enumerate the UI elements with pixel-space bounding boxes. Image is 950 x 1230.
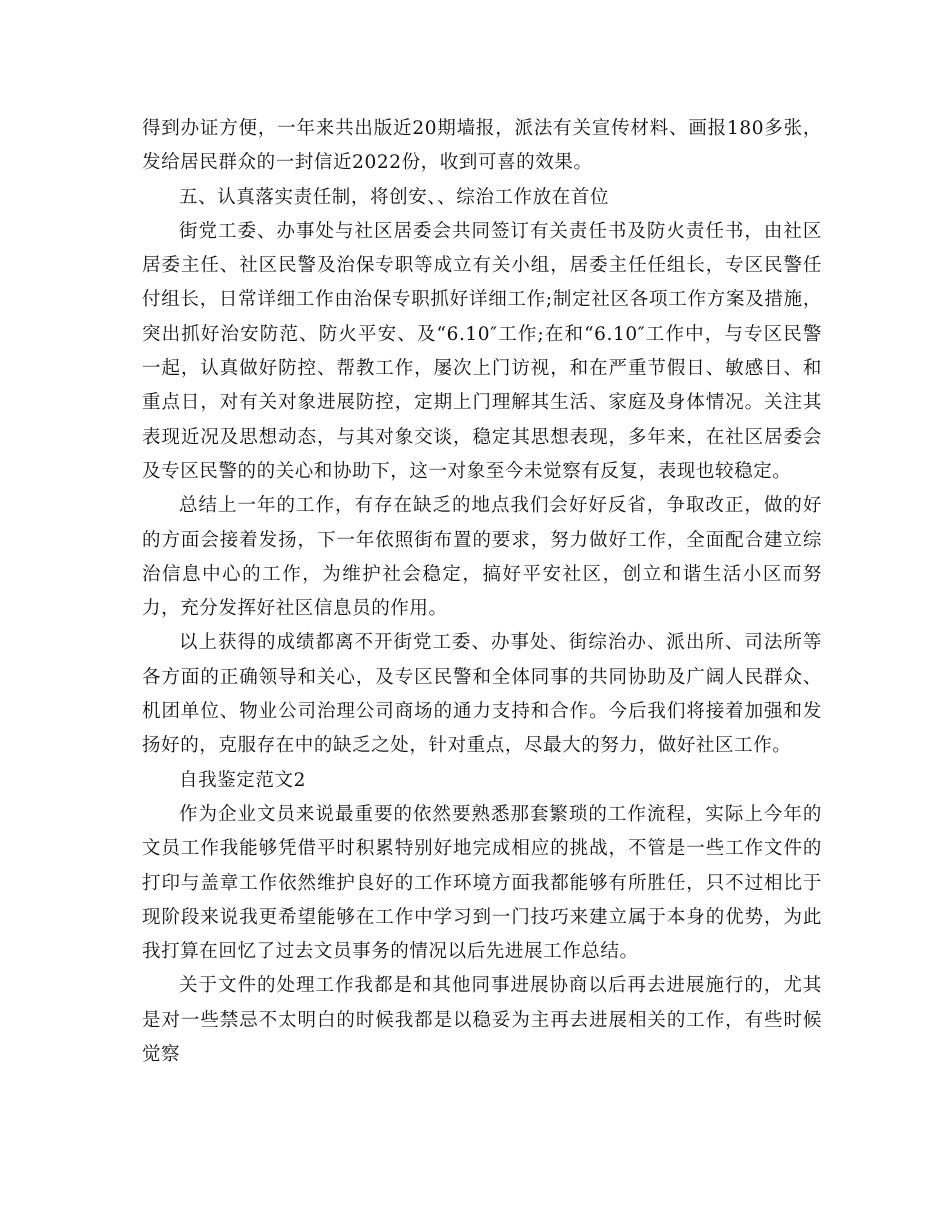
section-heading-five: 五、认真落实责任制，将创安、、综治工作放在首位: [179, 186, 610, 208]
document-body: [142, 112, 822, 1072]
paragraph-clerk-work: 作为企业文员来说最重要的依然要熟悉那套繁琐的工作流程，实际上今年的文员工作我能够凭借平时积累特别好地完成相应的挑战，不管是一些工作文件的打印与盖章工作依然维护良好的工作环境方面我都能够有所胜任，只不过相比于现阶段来说我更希望能够在工作中学习到一门技巧来建立属于本身的优势，为此我打算在回忆了过去文员事务的情况以后先进展工作总结。: [142, 803, 822, 963]
paragraph-responsibility: 街党工委、办事处与社区居委会共同签订有关责任书及防火责任书，由社区居委主任、社区民警及治保专职等成立有关小组，居委主任任组长，专区民警任付组长，日常详细工作由治保专职抓好详细工作;制定社区各项工作方案及措施，突出抓好治安防范、防火平安、及“6.10″工作;在和“6.10″工作中，与专区民警一起，认真做好防控、帮教工作，屡次上门访视，和在严重节假日、敏感日、和重点日，对有关对象进展防控，定期上门理解其生活、家庭及身体情况。关注其表现近况及思想动态，与其对象交谈，稳定其思想表现，多年来，在社区居委会及专区民警的的关心和协助下，这一对象至今未觉察有反复，表现也较稳定。: [142, 220, 822, 482]
paragraph-continuation: 得到办证方便，一年来共出版近20期墙报，派法有关宣传材料、画报180多张，发给居民群众的一封信近2022份，收到可喜的效果。: [142, 118, 822, 174]
section-heading-sample-2: 自我鉴定范文2: [179, 769, 306, 791]
paragraph-document-handling: 关于文件的处理工作我都是和其他同事进展协商以后再去进展施行的，尤其是对一些禁忌不太明白的时候我都是以稳妥为主再去进展相关的工作，有些时候觉察: [142, 975, 822, 1066]
paragraph-summary: 总结上一年的工作，有存在缺乏的地点我们会好好反省，争取改正，做的好的方面会接着发扬，下一年依照街布置的要求，努力做好工作，全面配合建立综治信息中心的工作，为维护社会稳定，搞好平安社区，创立和谐生活小区而努力，充分发挥好社区信息员的作用。: [142, 495, 822, 620]
paragraph-achievements: 以上获得的成绩都离不开街党工委、办事处、街综治办、派出所、司法所等各方面的正确领导和关心，及专区民警和全体同事的共同协助及广阔人民群众、机团单位、物业公司治理公司商场的通力支持和合作。今后我们将接着加强和发扬好的，克服存在中的缺乏之处，针对重点，尽最大的努力，做好社区工作。: [142, 632, 822, 757]
